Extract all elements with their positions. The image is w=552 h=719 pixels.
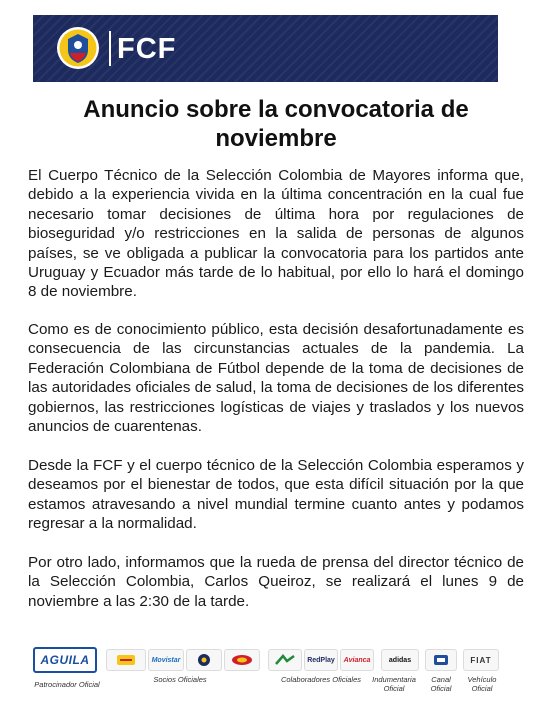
sponsor-logo-socio-3 xyxy=(186,649,222,671)
caption-socios: Socios Oficiales xyxy=(153,675,207,684)
bank-logo-icon xyxy=(115,653,137,667)
caption-indumentaria: Indumentaria Oficial xyxy=(372,675,416,693)
sponsor-logo-redplay: RedPlay xyxy=(304,649,338,671)
brand-logo-icon xyxy=(230,653,254,667)
aguila-logo: AGUILA xyxy=(33,647,97,673)
caption-vehiculo: Vehículo Oficial xyxy=(467,675,497,693)
brand-logo-icon xyxy=(274,653,296,667)
caption-canal: Canal Oficial xyxy=(430,675,452,693)
tv-channel-icon xyxy=(432,653,450,667)
paragraph-3: Desde la FCF y el cuerpo técnico de la Selección Colombia esperamos y deseamos por el bienestar de todos, que esta difícil situación por la que estamos atravesando a nivel mundial termine cuanto antes y podamos regresar a la normalidad. xyxy=(28,457,524,533)
sponsor-logo-socio-1 xyxy=(106,649,146,671)
sponsor-logo-colaborador-1 xyxy=(268,649,302,671)
fcf-crest-icon xyxy=(56,26,100,70)
paragraph-4: Por otro lado, informamos que la rueda de prensa del director técnico de la Selección Colombia, Carlos Queiroz, se realizará el lunes 9 de noviembre a las 2:30 de la tarde. xyxy=(28,554,524,610)
header-banner xyxy=(33,15,498,82)
paragraph-2: Como es de conocimiento público, esta decisión desafortunadamente es consecuencia de las circunstancias actuales de la pandemia. La Federación Colombiana de Fútbol depende de la toma de decisiones de las autoridades oficiales de salud, la toma de decisiones de los diferentes gobiernos, las restricciones logísticas de viajes y traslados y los nuevos anuncios de cuarentenas. xyxy=(28,321,524,436)
banner-divider xyxy=(109,31,111,66)
sponsor-logo-socio-4 xyxy=(224,649,260,671)
sponsor-logo-avianca: Avianca xyxy=(340,649,374,671)
paragraph-1: El Cuerpo Técnico de la Selección Colombia de Mayores informa que, debido a la experiencia vivida en la última concentración en la cual fue necesario tomar decisiones de última hora por regulaciones de bioseguridad y/o restricciones en la salida de personas de algunos países, se ve obligada a publicar la convocatoria para los partidos ante Uruguay y Ecuador más tarde de lo habitual, por ello lo hará el domingo 8 de noviembre. xyxy=(28,167,524,301)
sponsor-logo-fiat: FIAT xyxy=(463,649,499,671)
sponsor-logo-adidas: adidas xyxy=(381,649,419,671)
sponsor-logo-canal xyxy=(425,649,457,671)
caption-patrocinador: Patrocinador Oficial xyxy=(34,680,100,689)
sponsor-logo-movistar: Movistar xyxy=(148,649,184,671)
page-title: Anuncio sobre la convocatoria de noviembre xyxy=(83,96,469,152)
brand-logo-icon xyxy=(194,653,214,667)
sponsors-footer xyxy=(0,635,552,719)
brand-name: FCF xyxy=(117,33,177,65)
caption-colaboradores: Colaboradores Oficiales xyxy=(280,675,362,684)
